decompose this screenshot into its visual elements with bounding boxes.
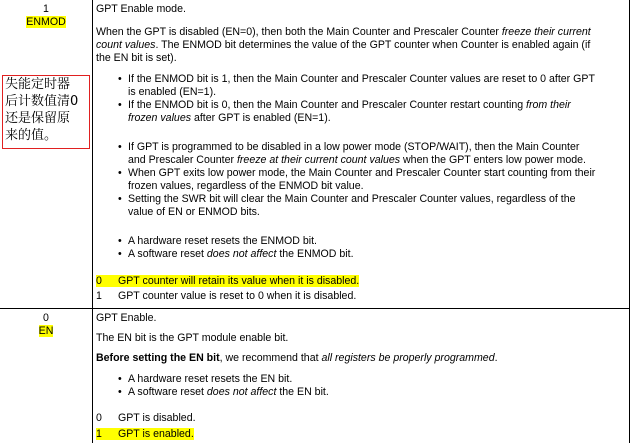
enmod-desc-line-2: count values. The ENMOD bit determines the value of the GPT counter when Counter is enabled again (if [96, 39, 591, 51]
enmod-title: GPT Enable mode. [96, 3, 186, 15]
en-bit-number: 0 [43, 312, 49, 324]
table-right-border [629, 0, 630, 443]
en-value-1: 1 GPT is enabled. [96, 428, 194, 440]
list-item: • If the ENMOD bit is 1, then the Main Counter and Prescaler Counter values are reset to 0 after GPT is enabled (EN=1). [118, 73, 595, 99]
list-item: • When GPT exits low power mode, the Main Counter and Prescaler Counter start counting from their frozen values, regardless of the ENMOD bit value. [118, 167, 595, 193]
column-divider [92, 0, 93, 443]
enmod-field-name: ENMOD [26, 16, 66, 28]
row-divider [0, 308, 630, 309]
enmod-field-name-wrap [1, 16, 91, 29]
enmod-reset-behavior-list [118, 73, 595, 125]
list-item: • A software reset does not affect the ENMOD bit. [118, 248, 354, 261]
list-item: • A software reset does not affect the EN bit. [118, 386, 329, 399]
en-title: GPT Enable. [96, 312, 157, 324]
enmod-desc-line-1: When the GPT is disabled (EN=0), then both the Main Counter and Prescaler Counter freeze their current [96, 26, 591, 38]
enmod-value-0: 0 GPT counter will retain its value when it is disabled. [96, 275, 360, 287]
enmod-low-power-list [118, 141, 595, 219]
en-field-name: EN [38, 325, 54, 337]
enmod-value-1: 1 GPT counter value is reset to 0 when it is disabled. [96, 290, 357, 302]
en-value-0: 0 GPT is disabled. [96, 412, 196, 424]
chinese-annotation-box [2, 75, 90, 149]
enmod-reset-list [118, 235, 354, 261]
en-desc: The EN bit is the GPT module enable bit. [96, 332, 289, 344]
list-item: • If the ENMOD bit is 0, then the Main Counter and Prescaler Counter restart counting from their frozen values after GPT is enabled (EN=1). [118, 99, 595, 125]
list-item: • Setting the SWR bit will clear the Main Counter and Prescaler Counter values, regardless of the value of EN or ENMOD bits. [118, 193, 595, 219]
annotation-line: 还是保留原 [5, 111, 71, 126]
list-item: • If GPT is programmed to be disabled in a low power mode (STOP/WAIT), then the Main Counter and Prescaler Counter freeze at their current count values when the GPT enters low power mode. [118, 141, 595, 167]
en-field-name-wrap [1, 325, 91, 338]
enmod-desc-line-3: the EN bit is set). [96, 52, 177, 64]
annotation-line: 后计数值清0 [5, 94, 79, 109]
annotation-line: 来的值。 [5, 128, 58, 143]
en-reset-list [118, 373, 329, 399]
enmod-bit-number: 1 [43, 3, 49, 15]
list-item: • A hardware reset resets the ENMOD bit. [118, 235, 354, 248]
en-recommendation: Before setting the EN bit, we recommend that all registers be properly programmed. [96, 352, 498, 364]
list-item: • A hardware reset resets the EN bit. [118, 373, 329, 386]
annotation-line: 失能定时器 [5, 77, 71, 92]
